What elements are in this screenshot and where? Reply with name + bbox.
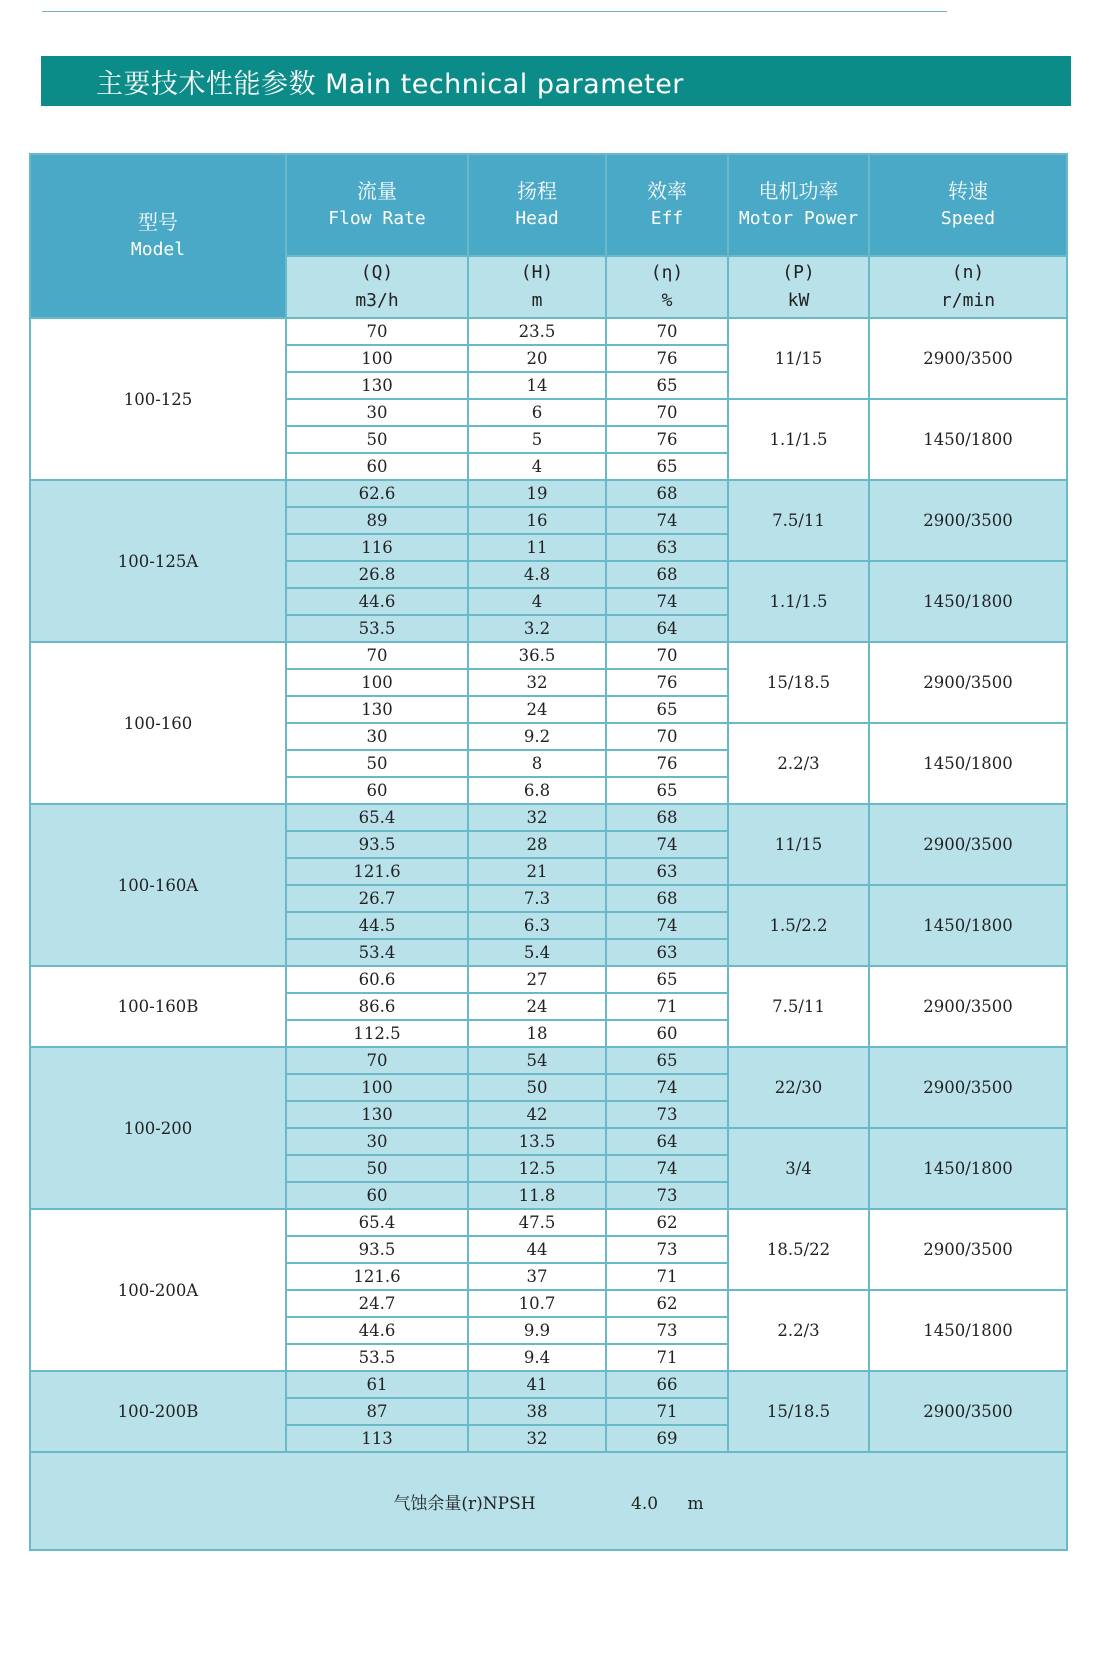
head-cell: 6.8 [468,777,606,804]
flow-cell: 50 [286,1155,468,1182]
flow-cell: 44.5 [286,912,468,939]
header-cn: 流量 [357,179,397,203]
unit-label: m [531,290,543,311]
speed-cell: 2900/3500 [869,1209,1067,1290]
power-cell: 18.5/22 [728,1209,869,1290]
header-model-en: Model [130,239,186,260]
power-cell: 11/15 [728,804,869,885]
head-cell: 32 [468,669,606,696]
flow-cell: 130 [286,1101,468,1128]
flow-cell: 100 [286,345,468,372]
eff-cell: 63 [606,858,728,885]
eff-cell: 74 [606,1155,728,1182]
head-cell: 4.8 [468,561,606,588]
eff-cell: 68 [606,804,728,831]
flow-cell: 26.8 [286,561,468,588]
flow-cell: 121.6 [286,858,468,885]
head-cell: 7.3 [468,885,606,912]
table-body [30,318,1067,1452]
model-cell: 100-125 [30,318,286,480]
eff-cell: 76 [606,426,728,453]
eff-cell: 68 [606,561,728,588]
head-cell: 5.4 [468,939,606,966]
eff-cell: 71 [606,1344,728,1371]
table-row [30,804,1067,831]
head-cell: 42 [468,1101,606,1128]
head-cell: 13.5 [468,1128,606,1155]
npsh-unit: m [687,1493,704,1514]
flow-cell: 70 [286,1047,468,1074]
head-cell: 9.9 [468,1317,606,1344]
unit-label: r/min [940,290,996,311]
unit-eff [606,256,728,318]
unit-symbol: (H) [520,262,554,283]
model-cell: 100-160 [30,642,286,804]
eff-cell: 74 [606,912,728,939]
flow-cell: 60 [286,453,468,480]
flow-cell: 30 [286,1128,468,1155]
model-cell: 100-200 [30,1047,286,1209]
flow-cell: 30 [286,399,468,426]
speed-cell: 1450/1800 [869,561,1067,642]
unit-head [468,256,606,318]
npsh-value: 4.0 [631,1493,659,1514]
eff-cell: 62 [606,1209,728,1236]
speed-cell: 1450/1800 [869,885,1067,966]
power-cell: 22/30 [728,1047,869,1128]
speed-cell: 2900/3500 [869,1371,1067,1452]
header-speed [869,154,1067,256]
flow-cell: 116 [286,534,468,561]
flow-cell: 112.5 [286,1020,468,1047]
table-row [30,1371,1067,1398]
eff-cell: 64 [606,615,728,642]
power-cell: 11/15 [728,318,869,399]
power-cell: 1.5/2.2 [728,885,869,966]
header-en: Motor Power [738,208,859,229]
power-cell: 1.1/1.5 [728,561,869,642]
speed-cell: 2900/3500 [869,804,1067,885]
header-eff [606,154,728,256]
header-head [468,154,606,256]
flow-cell: 50 [286,750,468,777]
unit-symbol: (P) [782,262,815,283]
eff-cell: 73 [606,1317,728,1344]
flow-cell: 53.5 [286,1344,468,1371]
eff-cell: 76 [606,345,728,372]
banner-title: 主要技术性能参数 Main technical parameter [96,68,684,100]
eff-cell: 70 [606,318,728,345]
flow-cell: 100 [286,1074,468,1101]
header-cn: 电机功率 [758,179,839,203]
header-cn: 效率 [647,179,687,203]
flow-cell: 24.7 [286,1290,468,1317]
unit-label: kW [787,290,810,311]
head-cell: 9.4 [468,1344,606,1371]
head-cell: 20 [468,345,606,372]
eff-cell: 66 [606,1371,728,1398]
eff-cell: 65 [606,966,728,993]
eff-cell: 70 [606,642,728,669]
eff-cell: 65 [606,696,728,723]
head-cell: 8 [468,750,606,777]
eff-cell: 74 [606,831,728,858]
table-row [30,642,1067,669]
eff-cell: 64 [606,1128,728,1155]
flow-cell: 62.6 [286,480,468,507]
flow-cell: 130 [286,372,468,399]
model-cell: 100-160B [30,966,286,1047]
flow-cell: 87 [286,1398,468,1425]
flow-cell: 60 [286,777,468,804]
flow-cell: 70 [286,318,468,345]
table-row [30,1209,1067,1236]
npsh-footer [30,1452,1067,1550]
power-cell: 7.5/11 [728,966,869,1047]
flow-cell: 113 [286,1425,468,1452]
power-cell: 7.5/11 [728,480,869,561]
head-cell: 24 [468,993,606,1020]
head-cell: 10.7 [468,1290,606,1317]
flow-cell: 100 [286,669,468,696]
head-cell: 38 [468,1398,606,1425]
power-cell: 15/18.5 [728,642,869,723]
unit-symbol: (n) [951,262,985,283]
parameter-table-wrap [29,153,1068,1551]
power-cell: 15/18.5 [728,1371,869,1452]
eff-cell: 73 [606,1236,728,1263]
header-en: Eff [650,208,684,229]
top-rule [42,11,947,12]
head-cell: 23.5 [468,318,606,345]
head-cell: 32 [468,804,606,831]
header-en: Flow Rate [328,208,426,229]
speed-cell: 1450/1800 [869,399,1067,480]
eff-cell: 68 [606,480,728,507]
head-cell: 44 [468,1236,606,1263]
unit-flow-rate [286,256,468,318]
unit-motor-power [728,256,869,318]
flow-cell: 44.6 [286,1317,468,1344]
eff-cell: 74 [606,507,728,534]
eff-cell: 76 [606,750,728,777]
header-cn: 扬程 [517,179,557,203]
header-model-cn: 型号 [138,210,178,234]
flow-cell: 50 [286,426,468,453]
eff-cell: 71 [606,1398,728,1425]
eff-cell: 70 [606,723,728,750]
eff-cell: 73 [606,1182,728,1209]
head-cell: 3.2 [468,615,606,642]
parameter-table [29,153,1068,1551]
flow-cell: 121.6 [286,1263,468,1290]
flow-cell: 89 [286,507,468,534]
speed-cell: 1450/1800 [869,723,1067,804]
flow-cell: 44.6 [286,588,468,615]
flow-cell: 30 [286,723,468,750]
head-cell: 28 [468,831,606,858]
head-cell: 16 [468,507,606,534]
unit-label: m3/h [355,290,399,311]
eff-cell: 70 [606,399,728,426]
head-cell: 6.3 [468,912,606,939]
head-cell: 11.8 [468,1182,606,1209]
header-motor-power [728,154,869,256]
table-row [30,318,1067,345]
head-cell: 11 [468,534,606,561]
unit-label: % [661,290,673,311]
flow-cell: 60 [286,1182,468,1209]
eff-cell: 65 [606,453,728,480]
head-cell: 12.5 [468,1155,606,1182]
header-flow-rate [286,154,468,256]
speed-cell: 1450/1800 [869,1128,1067,1209]
head-cell: 37 [468,1263,606,1290]
header-model [30,154,286,318]
head-cell: 36.5 [468,642,606,669]
head-cell: 50 [468,1074,606,1101]
eff-cell: 68 [606,885,728,912]
head-cell: 14 [468,372,606,399]
model-cell: 100-200B [30,1371,286,1452]
table-row [30,1047,1067,1074]
head-cell: 19 [468,480,606,507]
unit-symbol: (Q) [360,262,394,283]
model-cell: 100-200A [30,1209,286,1371]
power-cell: 1.1/1.5 [728,399,869,480]
table-row [30,966,1067,993]
header-en: Speed [940,208,996,229]
eff-cell: 63 [606,939,728,966]
flow-cell: 53.4 [286,939,468,966]
speed-cell: 2900/3500 [869,1047,1067,1128]
eff-cell: 71 [606,1263,728,1290]
eff-cell: 74 [606,1074,728,1101]
flow-cell: 70 [286,642,468,669]
head-cell: 21 [468,858,606,885]
eff-cell: 76 [606,669,728,696]
title-banner [41,56,1071,106]
flow-cell: 60.6 [286,966,468,993]
flow-cell: 93.5 [286,831,468,858]
head-cell: 32 [468,1425,606,1452]
flow-cell: 65.4 [286,804,468,831]
head-cell: 5 [468,426,606,453]
speed-cell: 2900/3500 [869,642,1067,723]
speed-cell: 2900/3500 [869,480,1067,561]
header-cn: 转速 [948,179,988,203]
unit-symbol: (η) [650,262,684,283]
flow-cell: 65.4 [286,1209,468,1236]
speed-cell: 2900/3500 [869,966,1067,1047]
eff-cell: 74 [606,588,728,615]
flow-cell: 26.7 [286,885,468,912]
flow-cell: 86.6 [286,993,468,1020]
flow-cell: 61 [286,1371,468,1398]
head-cell: 47.5 [468,1209,606,1236]
eff-cell: 73 [606,1101,728,1128]
head-cell: 4 [468,453,606,480]
power-cell: 2.2/3 [728,723,869,804]
head-cell: 41 [468,1371,606,1398]
eff-cell: 69 [606,1425,728,1452]
head-cell: 4 [468,588,606,615]
head-cell: 27 [468,966,606,993]
head-cell: 24 [468,696,606,723]
head-cell: 18 [468,1020,606,1047]
power-cell: 2.2/3 [728,1290,869,1371]
head-cell: 54 [468,1047,606,1074]
header-en: Head [515,208,559,229]
speed-cell: 1450/1800 [869,1290,1067,1371]
model-cell: 100-125A [30,480,286,642]
npsh-label: 气蚀余量(r)NPSH [393,1493,536,1514]
eff-cell: 71 [606,993,728,1020]
speed-cell: 2900/3500 [869,318,1067,399]
model-cell: 100-160A [30,804,286,966]
eff-cell: 63 [606,534,728,561]
flow-cell: 93.5 [286,1236,468,1263]
table-row [30,480,1067,507]
unit-speed [869,256,1067,318]
eff-cell: 65 [606,777,728,804]
flow-cell: 53.5 [286,615,468,642]
head-cell: 6 [468,399,606,426]
flow-cell: 130 [286,696,468,723]
head-cell: 9.2 [468,723,606,750]
eff-cell: 62 [606,1290,728,1317]
eff-cell: 60 [606,1020,728,1047]
eff-cell: 65 [606,372,728,399]
power-cell: 3/4 [728,1128,869,1209]
eff-cell: 65 [606,1047,728,1074]
